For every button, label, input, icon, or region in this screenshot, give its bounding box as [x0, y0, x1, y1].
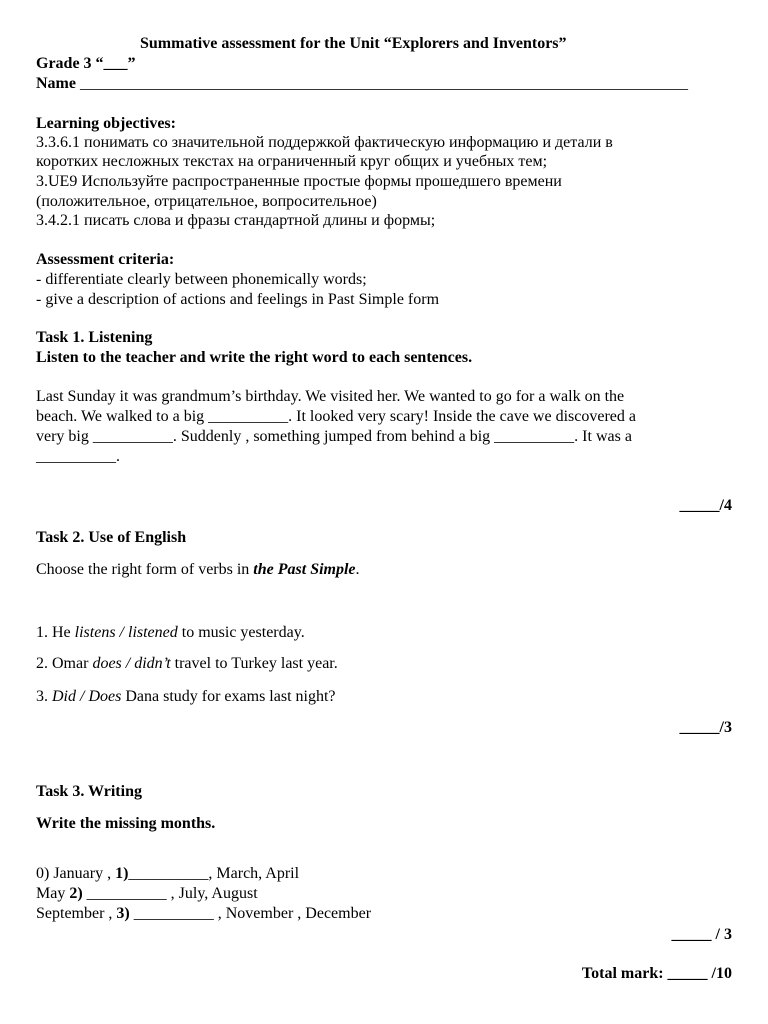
- task1-instruction: Listen to the teacher and write the right word to each sentences.: [36, 349, 473, 366]
- criteria-line: - differentiate clearly between phonemically words;: [36, 271, 367, 288]
- task1-text-line: __________.: [36, 448, 120, 465]
- item-suffix: to music yesterday.: [177, 624, 305, 641]
- task2-instruction-text: Choose the right form of verbs in: [36, 561, 254, 578]
- objective-line: 3.3.6.1 понимать со значительной поддержкой фактическую информацию и детали в: [36, 134, 613, 151]
- month-row: [36, 884, 258, 904]
- month-row-start: September ,: [36, 905, 117, 922]
- objective-line: 3.UE9 Используйте распространенные простые формы прошедшего времени: [36, 173, 562, 190]
- task3-score: _____ / 3: [671, 926, 732, 943]
- name-field: [36, 74, 688, 94]
- month-row-end: __________ , July, August: [82, 885, 258, 902]
- task1-score: _____/4: [679, 497, 732, 514]
- task1-text-line: beach. We walked to a big __________. It looked very scary! Inside the cave we discovered a: [36, 408, 636, 425]
- verb-options: Did / Does: [52, 688, 122, 705]
- item-suffix: travel to Turkey last year.: [170, 655, 338, 672]
- task1-heading: Task 1. Listening: [36, 329, 153, 346]
- blank-number: 1): [115, 865, 129, 882]
- verb-options: does / didn’t: [92, 655, 171, 672]
- task1-text-line: Last Sunday it was grandmum’s birthday. We visited her. We wanted to go for a walk on the: [36, 388, 625, 405]
- task2-instruction-emphasis: the Past Simple: [253, 561, 356, 578]
- month-row: [36, 904, 371, 924]
- total-mark: Total mark: _____ /10: [581, 965, 732, 982]
- item-prefix: 2. Omar: [36, 655, 93, 672]
- task2-item: [36, 623, 305, 643]
- objective-line: 3.4.2.1 писать слова и фразы стандартной длины и формы;: [36, 212, 436, 229]
- criteria-heading: Assessment criteria:: [36, 251, 175, 268]
- task2-instruction-end: .: [355, 561, 360, 578]
- task3-instruction: Write the missing months.: [36, 815, 216, 832]
- criteria-line: - give a description of actions and feelings in Past Simple form: [36, 291, 440, 308]
- task2-item: [36, 654, 338, 674]
- grade-line: Grade 3 “___”: [36, 55, 136, 72]
- name-blank-line: ____________________________________________________________________________: [79, 75, 688, 92]
- item-prefix: 1. He: [36, 624, 75, 641]
- page-title: Summative assessment for the Unit “Explorers and Inventors”: [140, 35, 567, 52]
- task2-instruction: [36, 560, 360, 580]
- task3-heading: Task 3. Writing: [36, 783, 142, 800]
- month-row-end: __________, March, April: [128, 865, 300, 882]
- month-row-end: __________ , November , December: [129, 905, 372, 922]
- objectives-heading: Learning objectives:: [36, 115, 176, 132]
- item-prefix: 3.: [36, 688, 52, 705]
- blank-number: 2): [69, 885, 83, 902]
- verb-options: listens / listened: [74, 624, 178, 641]
- month-row: [36, 864, 299, 884]
- name-label: Name: [36, 75, 76, 92]
- task2-heading: Task 2. Use of English: [36, 529, 187, 546]
- month-row-start: May: [36, 885, 70, 902]
- objective-line: (положительное, отрицательное, вопросительное): [36, 193, 377, 210]
- month-row-start: 0) January ,: [36, 865, 116, 882]
- objective-line: коротких несложных текстах на ограниченный круг общих и учебных тем;: [36, 153, 548, 170]
- blank-number: 3): [116, 905, 130, 922]
- task2-score: _____/3: [679, 719, 732, 736]
- item-suffix: Dana study for exams last night?: [121, 688, 336, 705]
- task1-text-line: very big __________. Suddenly , something jumped from behind a big __________. It was a: [36, 428, 632, 445]
- task2-item: [36, 687, 336, 707]
